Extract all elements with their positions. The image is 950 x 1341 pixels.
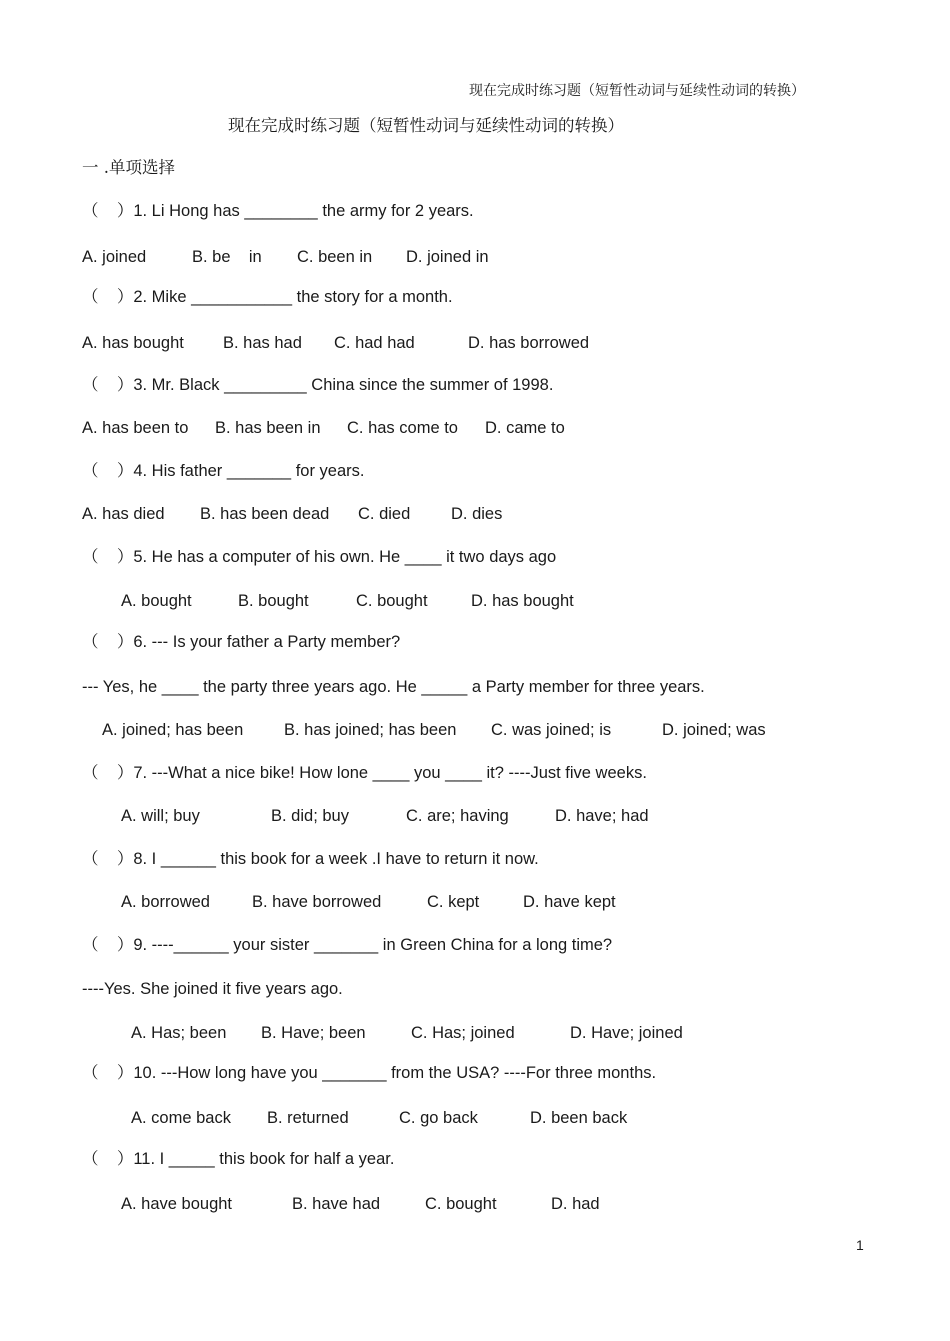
running-header: 现在完成时练习题（短暂性动词与延续性动词的转换） [469, 83, 805, 99]
q4-option-c: C. died [358, 505, 411, 523]
q11-option-a: A. have bought [121, 1195, 233, 1213]
q5-option-b: B. bought [238, 592, 309, 610]
question-3-stem: （ ）3. Mr. Black _________ China since the summer of 1998. [82, 376, 554, 394]
question-7-stem: （ ）7. ---What a nice bike! How lone ____ you ____ it? ----Just five weeks. [82, 764, 647, 782]
q8-option-b: B. have borrowed [252, 893, 382, 911]
q10-option-a: A. come back [131, 1109, 231, 1127]
q8-option-d: D. have kept [523, 893, 616, 911]
q1-option-a: A. joined [82, 248, 147, 266]
q1-option-b: B. be in [192, 248, 262, 266]
q9-option-a: A. Has; been [131, 1024, 227, 1042]
q11-option-b: B. have had [292, 1195, 381, 1213]
q1-option-d: D. joined in [406, 248, 489, 266]
q5-option-a: A. bought [121, 592, 192, 610]
question-8-stem: （ ）8. I ______ this book for a week .I have to return it now. [82, 850, 539, 868]
q4-option-a: A. has died [82, 505, 165, 523]
question-6-line2: --- Yes, he ____ the party three years ago. He _____ a Party member for three years. [82, 678, 705, 696]
q6-option-b: B. has joined; has been [284, 721, 457, 739]
q7-option-b: B. did; buy [271, 807, 349, 825]
page-title: 现在完成时练习题（短暂性动词与延续性动词的转换） [228, 116, 624, 135]
q9-option-d: D. Have; joined [570, 1024, 683, 1042]
question-10-stem: （ ）10. ---How long have you _______ from the USA? ----For three months. [82, 1064, 657, 1082]
q2-option-c: C. had had [334, 334, 415, 352]
q7-option-a: A. will; buy [121, 807, 200, 825]
q4-option-b: B. has been dead [200, 505, 330, 523]
q9-option-b: B. Have; been [261, 1024, 366, 1042]
question-1-stem: （ ）1. Li Hong has ________ the army for 2 years. [82, 202, 474, 220]
q3-option-d: D. came to [485, 419, 565, 437]
q3-option-c: C. has come to [347, 419, 458, 437]
q6-option-d: D. joined; was [662, 721, 766, 739]
question-4-stem: （ ）4. His father _______ for years. [82, 462, 365, 480]
q2-option-b: B. has had [223, 334, 302, 352]
question-9-line2: ----Yes. She joined it five years ago. [82, 980, 343, 998]
q2-option-a: A. has bought [82, 334, 184, 352]
question-11-stem: （ ）11. I _____ this book for half a year. [82, 1150, 395, 1168]
q8-option-a: A. borrowed [121, 893, 210, 911]
question-6-stem: （ ）6. --- Is your father a Party member? [82, 633, 401, 651]
q3-option-a: A. has been to [82, 419, 189, 437]
q11-option-c: C. bought [425, 1195, 497, 1213]
q8-option-c: C. kept [427, 893, 480, 911]
q9-option-c: C. Has; joined [411, 1024, 515, 1042]
q4-option-d: D. dies [451, 505, 503, 523]
q5-option-c: C. bought [356, 592, 428, 610]
q7-option-d: D. have; had [555, 807, 649, 825]
q6-option-a: A. joined; has been [102, 721, 244, 739]
question-9-stem: （ ）9. ----______ your sister _______ in Green China for a long time? [82, 936, 613, 954]
q7-option-c: C. are; having [406, 807, 509, 825]
q10-option-b: B. returned [267, 1109, 349, 1127]
q1-option-c: C. been in [297, 248, 373, 266]
page-number: 1 [856, 1237, 864, 1253]
q6-option-c: C. was joined; is [491, 721, 612, 739]
q10-option-c: C. go back [399, 1109, 478, 1127]
q5-option-d: D. has bought [471, 592, 574, 610]
question-5-stem: （ ）5. He has a computer of his own. He ____ it two days ago [82, 548, 557, 566]
q2-option-d: D. has borrowed [468, 334, 590, 352]
q10-option-d: D. been back [530, 1109, 628, 1127]
q3-option-b: B. has been in [215, 419, 321, 437]
q11-option-d: D. had [551, 1195, 600, 1213]
section-heading: 一 .单项选择 [82, 158, 175, 177]
question-2-stem: （ ）2. Mike ___________ the story for a month. [82, 288, 453, 306]
